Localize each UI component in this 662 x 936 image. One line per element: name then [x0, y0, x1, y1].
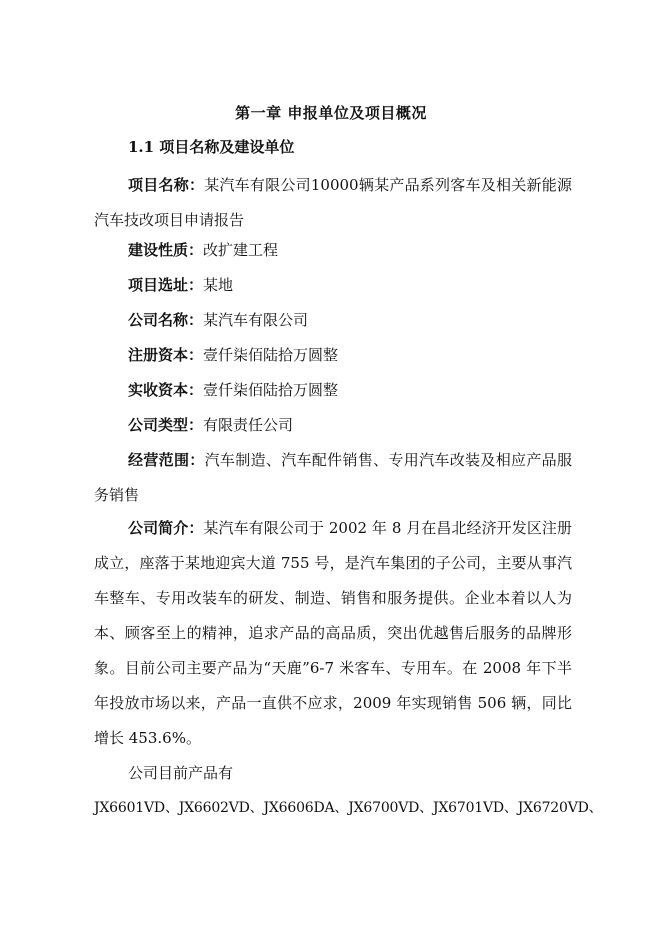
field-label: 实收资本： — [128, 381, 204, 399]
field-project-name — [94, 168, 572, 238]
field-value: 改扩建工程 — [203, 241, 279, 259]
field-label: 公司名称： — [128, 311, 204, 329]
field-value: 有限责任公司 — [203, 416, 294, 434]
field-label: 建设性质： — [128, 241, 204, 259]
field-label: 公司简介： — [128, 519, 204, 537]
field-company-name — [94, 303, 572, 338]
field-value: 某地 — [203, 276, 234, 294]
field-value: 某汽车有限公司10000辆某产品系列客车及相关新能源汽车技改项目申请报告 — [94, 176, 572, 229]
field-paid-in-capital — [94, 373, 572, 408]
field-value: 壹仟柒佰陆拾万圆整 — [203, 346, 339, 364]
chapter-title: 第一章 申报单位及项目概况 — [235, 104, 427, 122]
field-value: 某汽车有限公司 — [203, 311, 309, 329]
field-label: 注册资本： — [128, 346, 204, 364]
products-intro: 公司目前产品有 — [128, 764, 234, 782]
field-company-profile — [94, 511, 572, 756]
field-label: 项目名称： — [128, 176, 205, 194]
field-label: 经营范围： — [128, 451, 205, 469]
field-label: 项目选址： — [128, 276, 204, 294]
products-line: JX6601VD、JX6602VD、JX6606DA、JX6700VD、JX6701VD、JX6720VD、 — [94, 800, 603, 816]
field-value: 汽车制造、汽车配件销售、专用汽车改装及相应产品服务销售 — [94, 451, 572, 504]
field-value: 壹仟柒佰陆拾万圆整 — [203, 381, 339, 399]
field-label: 公司类型： — [128, 416, 204, 434]
field-construction-type — [94, 233, 572, 268]
section-title: 1.1 项目名称及建设单位 — [128, 138, 295, 156]
field-registered-capital — [94, 338, 572, 373]
field-company-type — [94, 408, 572, 443]
field-project-site — [94, 268, 572, 303]
field-business-scope — [94, 443, 572, 513]
field-value: 某汽车有限公司于 2002 年 8 月在昌北经济开发区注册成立，座落于某地迎宾大道 755 号，是汽车集团的子公司，主要从事汽车整车、专用改装车的研发、制造、销售和服务提供。企业本着以人为本、顾客至上的精神，追求产品的高品质，突出优越售后服务的品牌形象。目前公司主要产品为“天鹿”6-7 米客车、专用车。在 2008 年下半年投放市场以来，产品一直供不应求，2009 年实现销售 506 辆，同比增长 453.6%。 — [94, 519, 572, 747]
